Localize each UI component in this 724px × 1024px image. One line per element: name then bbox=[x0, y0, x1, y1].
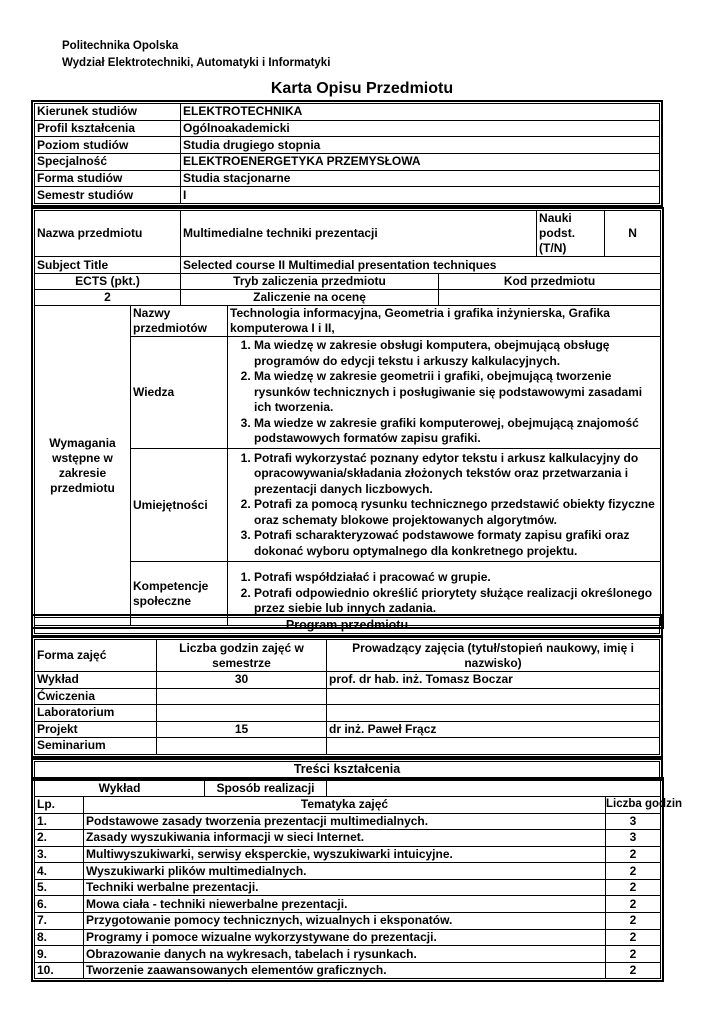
row-value: Ogólnoakademicki bbox=[181, 120, 660, 137]
table-row bbox=[35, 813, 661, 830]
social-label: Kompetencje społeczne bbox=[131, 562, 228, 626]
no-cell: 7. bbox=[35, 913, 84, 930]
table-row bbox=[35, 830, 661, 847]
table-row bbox=[35, 879, 661, 896]
basic-sciences-value: N bbox=[605, 211, 661, 257]
hours-cell bbox=[157, 738, 327, 755]
topic-cell: Tworzenie zaawansowanych elementów graficznych. bbox=[84, 962, 606, 979]
mode-value: Zaliczenie na ocenę bbox=[181, 290, 439, 306]
teacher-cell bbox=[327, 738, 660, 755]
table-row bbox=[35, 863, 661, 880]
hours-cell bbox=[157, 688, 327, 705]
program-info-table bbox=[34, 103, 660, 204]
row-label: Forma studiów bbox=[35, 170, 181, 187]
form-cell: Ćwiczenia bbox=[35, 688, 157, 705]
requirements-label: Wymagania wstępne w zakresie przedmiotu bbox=[35, 306, 131, 626]
hours-cell: 2 bbox=[606, 913, 661, 930]
program-row bbox=[35, 170, 660, 187]
code-value bbox=[439, 290, 661, 306]
schedule-title: Program przedmiotu bbox=[35, 618, 660, 634]
faculty-name: Wydział Elektrotechniki, Automatyki i Informatyki bbox=[62, 57, 331, 69]
course-name-value: Multimedialne techniki prezentacji bbox=[181, 211, 537, 257]
table-row bbox=[35, 846, 661, 863]
col-topic-header: Tematyka zajęć bbox=[84, 797, 606, 814]
no-cell: 9. bbox=[35, 946, 84, 963]
topic-cell: Przygotowanie pomocy technicznych, wizualnych i eksponatów. bbox=[84, 913, 606, 930]
no-cell: 5. bbox=[35, 879, 84, 896]
teacher-cell bbox=[327, 705, 660, 722]
topic-cell: Zasady wyszukiwania informacji w sieci Internet. bbox=[84, 830, 606, 847]
course-table bbox=[34, 210, 661, 626]
mode-label: Tryb zaliczenia przedmiotu bbox=[181, 274, 439, 290]
topic-cell: Wyszukiwarki plików multimedialnych. bbox=[84, 863, 606, 880]
course-name-label: Nazwa przedmiotu bbox=[35, 211, 181, 257]
hours-cell: 2 bbox=[606, 896, 661, 913]
method-label: Sposób realizacji bbox=[205, 781, 327, 797]
col-teacher-header: Prowadzący zajęcia (tytuł/stopień naukowy, imię i nazwisko) bbox=[327, 640, 660, 672]
social-item: 2. Potrafi odpowiednio określić priorytety służące realizacji określonego przez siebie lub innych zadania. bbox=[254, 586, 658, 617]
university-name: Politechnika Opolska bbox=[62, 40, 179, 52]
topic-cell: Podstawowe zasady tworzenia prezentacji multimedialnych. bbox=[84, 813, 606, 830]
subject-title-value: Selected course II Multimedial presentation techniques bbox=[181, 257, 661, 274]
hours-cell: 2 bbox=[606, 962, 661, 979]
ects-value: 2 bbox=[35, 290, 181, 306]
content-table bbox=[34, 780, 683, 979]
table-row bbox=[35, 672, 660, 689]
table-row bbox=[35, 738, 660, 755]
hours-cell bbox=[157, 705, 327, 722]
content-title: Treści kształcenia bbox=[35, 762, 660, 778]
col-hours-header: Liczba godzin bbox=[606, 797, 661, 814]
teacher-cell: prof. dr hab. inż. Tomasz Boczar bbox=[327, 672, 660, 689]
empty-cell bbox=[606, 781, 661, 797]
no-cell: 8. bbox=[35, 929, 84, 946]
skills-item: 3. Potrafi scharakteryzować podstawowe formaty zapisu grafiki oraz dokonać wyboru optymalnego dla konkretnego projektu. bbox=[254, 528, 658, 559]
row-label: Poziom studiów bbox=[35, 137, 181, 154]
no-cell: 6. bbox=[35, 896, 84, 913]
form-cell: Projekt bbox=[35, 721, 157, 738]
skills-label: Umiejętności bbox=[131, 449, 228, 562]
col-hours-header: Liczba godzin zajęć w semestrze bbox=[157, 640, 327, 672]
hours-cell: 2 bbox=[606, 879, 661, 896]
table-row bbox=[35, 946, 661, 963]
social-list-cell bbox=[228, 562, 661, 626]
lecture-type-label: Wykład bbox=[35, 781, 205, 797]
teacher-cell: dr inż. Paweł Frącz bbox=[327, 721, 660, 738]
program-row bbox=[35, 187, 660, 204]
hours-cell: 2 bbox=[606, 846, 661, 863]
social-item: 1. Potrafi współdziałać i pracować w grupie. bbox=[254, 570, 658, 586]
hours-cell: 2 bbox=[606, 863, 661, 880]
row-label: Kierunek studiów bbox=[35, 104, 181, 121]
prereq-names-label: Nazwy przedmiotów bbox=[131, 306, 228, 337]
knowledge-item: 1. Ma wiedzę w zakresie obsługi komputera, obejmującą obsługę programów do edycji tekstu i arkuszy kalkulacyjnych. bbox=[254, 338, 658, 369]
program-row bbox=[35, 137, 660, 154]
row-value: I bbox=[181, 187, 660, 204]
knowledge-item: 3. Ma wiedze w zakresie grafiki komputerowej, obejmującą znajomość podstawowych formatów zapisu grafiki. bbox=[254, 416, 658, 447]
col-no-header: Lp. bbox=[35, 797, 84, 814]
table-row bbox=[35, 913, 661, 930]
program-row bbox=[35, 104, 660, 121]
no-cell: 4. bbox=[35, 863, 84, 880]
knowledge-item: 2. Ma wiedzę w zakresie geometrii i grafiki, obejmującą tworzenie rysunków technicznych i posługiwanie się podstawowymi zasadami ich tworzenia. bbox=[254, 369, 658, 416]
content-title-table bbox=[34, 761, 660, 778]
row-label: Specjalność bbox=[35, 154, 181, 171]
topic-cell: Obrazowanie danych na wykresach, tabelach i rysunkach. bbox=[84, 946, 606, 963]
col-form-header: Forma zajęć bbox=[35, 640, 157, 672]
prereq-names-value: Technologia informacyjna, Geometria i grafika inżynierska, Grafika komputerowa I i II, bbox=[228, 306, 661, 337]
table-row bbox=[35, 721, 660, 738]
table-row bbox=[35, 896, 661, 913]
table-row bbox=[35, 688, 660, 705]
hours-cell: 30 bbox=[157, 672, 327, 689]
skills-list-cell bbox=[228, 449, 661, 562]
topic-cell: Multiwyszukiwarki, serwisy eksperckie, wyszukiwarki intuicyjne. bbox=[84, 846, 606, 863]
page-title: Karta Opisu Przedmiotu bbox=[270, 80, 454, 97]
row-value: ELEKTROTECHNIKA bbox=[181, 104, 660, 121]
no-cell: 3. bbox=[35, 846, 84, 863]
topic-cell: Programy i pomoce wizualne wykorzystywane do prezentacji. bbox=[84, 929, 606, 946]
topic-cell: Techniki werbalne prezentacji. bbox=[84, 879, 606, 896]
table-row bbox=[35, 929, 661, 946]
row-label: Profil kształcenia bbox=[35, 120, 181, 137]
form-cell: Seminarium bbox=[35, 738, 157, 755]
form-cell: Laboratorium bbox=[35, 705, 157, 722]
knowledge-label: Wiedza bbox=[131, 337, 228, 449]
program-row bbox=[35, 154, 660, 171]
basic-sciences-label: Nauki podst. (T/N) bbox=[537, 211, 605, 257]
schedule-table bbox=[34, 639, 660, 755]
ects-label: ECTS (pkt.) bbox=[35, 274, 181, 290]
hours-cell: 3 bbox=[606, 813, 661, 830]
row-value: ELEKTROENERGETYKA PRZEMYSŁOWA bbox=[181, 154, 660, 171]
no-cell: 10. bbox=[35, 962, 84, 979]
hours-cell: 15 bbox=[157, 721, 327, 738]
table-row bbox=[35, 962, 661, 979]
table-row bbox=[35, 705, 660, 722]
schedule-title-table bbox=[34, 617, 660, 634]
skills-item: 1. Potrafi wykorzystać poznany edytor tekstu i arkusz kalkulacyjny do opracowywania/składania złożonych tekstów oraz przetwarzania i prezentacji danych liczbowych. bbox=[254, 451, 658, 498]
hours-cell: 2 bbox=[606, 929, 661, 946]
program-row bbox=[35, 120, 660, 137]
hours-cell: 2 bbox=[606, 946, 661, 963]
form-cell: Wykład bbox=[35, 672, 157, 689]
topic-cell: Mowa ciała - techniki niewerbalne prezentacji. bbox=[84, 896, 606, 913]
teacher-cell bbox=[327, 688, 660, 705]
row-value: Studia stacjonarne bbox=[181, 170, 660, 187]
hours-cell: 3 bbox=[606, 830, 661, 847]
row-value: Studia drugiego stopnia bbox=[181, 137, 660, 154]
no-cell: 1. bbox=[35, 813, 84, 830]
skills-item: 2. Potrafi za pomocą rysunku technicznego przedstawić obiekty fizyczne oraz schematy blokowe projektowanych algorytmów. bbox=[254, 497, 658, 528]
empty-cell bbox=[327, 781, 606, 797]
no-cell: 2. bbox=[35, 830, 84, 847]
knowledge-list-cell bbox=[228, 337, 661, 449]
row-label: Semestr studiów bbox=[35, 187, 181, 204]
code-label: Kod przedmiotu bbox=[439, 274, 661, 290]
subject-title-label: Subject Title bbox=[35, 257, 181, 274]
